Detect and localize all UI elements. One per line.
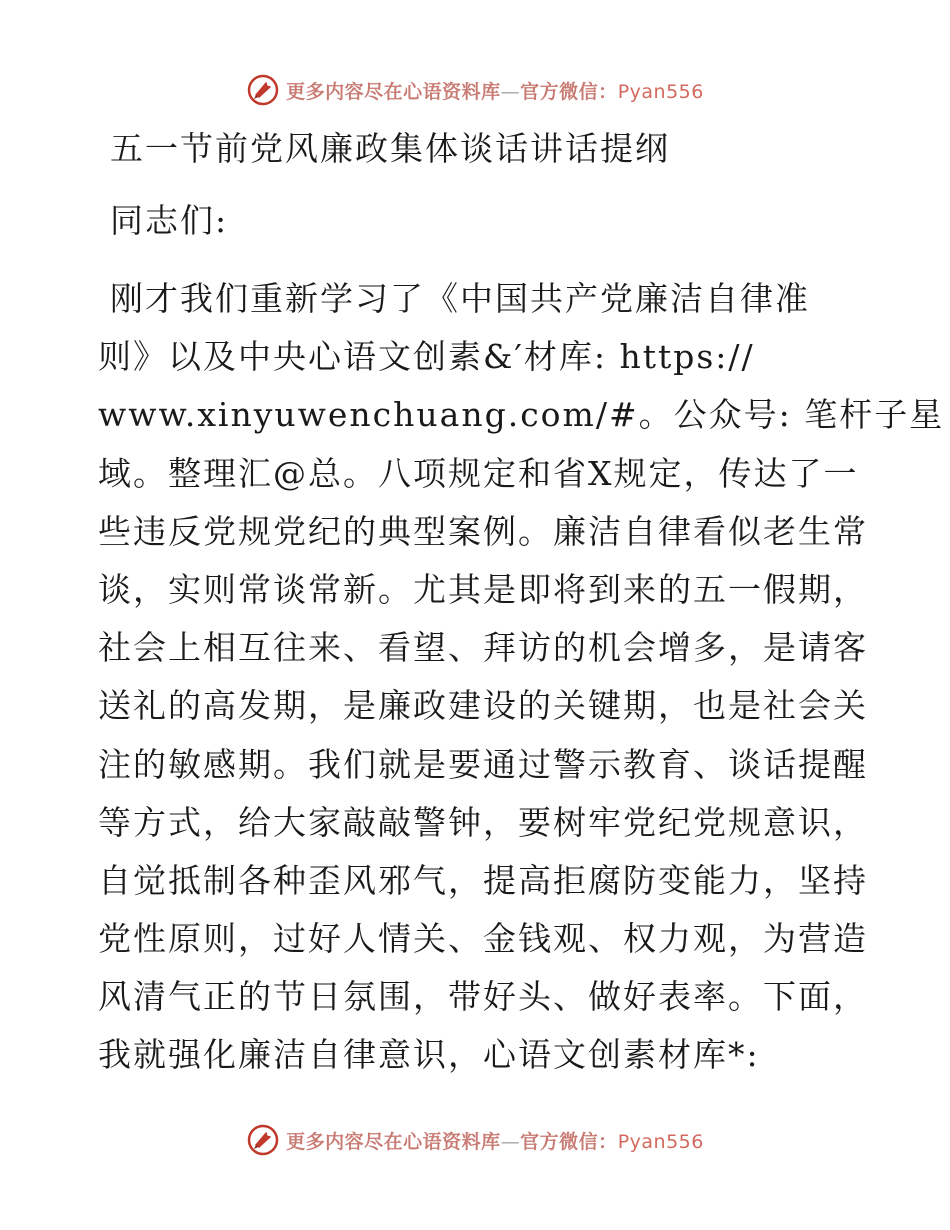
greeting: 同志们: [110,201,229,240]
document-body [98,118,945,1085]
banner-wechat-id: Pyan556 [617,80,704,103]
body-line: 送礼的高发期，是廉政建设的关键期，也是社会关 [98,686,868,726]
banner-brand: 更多内容尽在心语资料库 [286,80,501,103]
body-line: 风清气正的节日氛围，带好头、做好表率。下面， [98,977,868,1017]
header-watermark-banner [0,70,950,110]
body-line: 我就强化廉洁自律意识，心语文创素材库*: [98,1035,760,1075]
body-line: 注的敏感期。我们就是要通过警示教育、谈话提醒 [98,744,868,784]
document-title: 五一节前党风廉政集体谈话讲话提纲 [110,129,670,168]
body-line: 谈，实则常谈常新。尤其是即将到来的五一假期， [98,569,868,609]
body-line: 社会上相互往来、看望、拜访的机会增多，是请客 [98,628,868,668]
body-line: 党性原则，过好人情关、金钱观、权力观，为营造 [98,919,868,959]
body-line: 些违反党规党纪的典型案例。廉洁自律看似老生常 [98,511,868,551]
brand-logo-icon [246,1123,280,1157]
banner-wechat-label: 官方微信： [520,1130,618,1153]
brand-logo-icon [246,73,280,107]
banner-dash: — [500,1130,521,1153]
banner-brand: 更多内容尽在心语资料库 [286,1130,501,1153]
body-line: www.xinyuwenchuang.com/#。公众号: 笔杆子星 [98,395,945,435]
banner-text [286,77,704,104]
body-paragraph [98,270,945,1085]
banner-wechat-label: 官方微信： [520,80,618,103]
body-line: 则》以及中央心语文创素&′材库: https:// [98,337,755,377]
body-line: 刚才我们重新学习了《中国共产党廉洁自律准 [110,279,810,318]
banner-wechat-id: Pyan556 [617,1130,704,1153]
body-line: 等方式，给大家敲敲警钟，要树牢党纪党规意识， [98,802,868,842]
footer-watermark-banner [0,1120,950,1160]
banner-text [286,1127,704,1154]
banner-dash: — [500,80,521,103]
body-line: 自觉抵制各种歪风邪气，提高拒腐防变能力，坚持 [98,860,868,900]
body-line: 域。整理汇@总。八项规定和省X规定，传达了一 [98,453,859,493]
